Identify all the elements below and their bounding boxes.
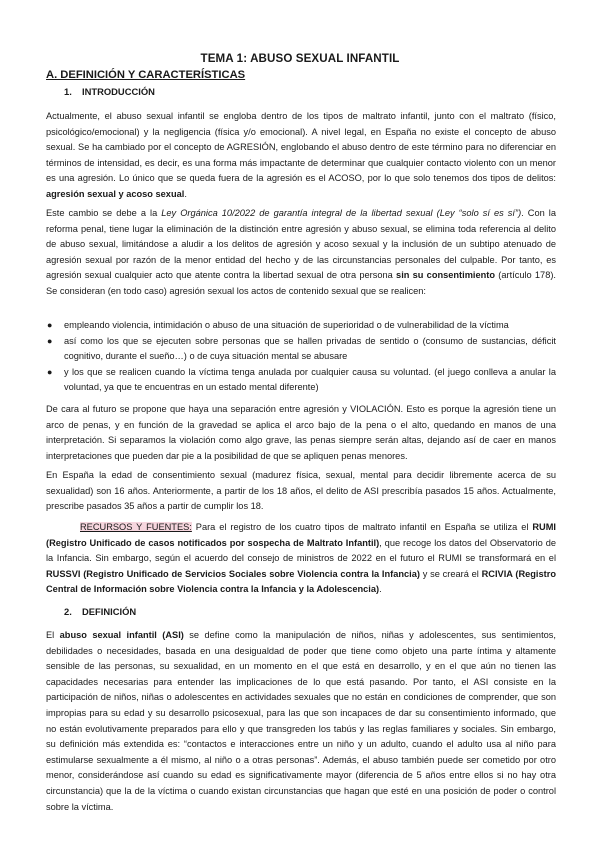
text-run: (artículo 178). Se consideran (en todo caso) agresión sexual los actos de contenido sexual que se realicen:: [46, 270, 556, 296]
bullet-icon: ●: [47, 335, 53, 346]
text-run: .: [184, 188, 187, 199]
subsection-label: DEFINICIÓN: [82, 606, 137, 617]
bullet-icon: ●: [47, 366, 53, 377]
text-run: Actualmente, el abuso sexual infantil se engloba dentro de los tipos de maltrato infantil, junto con el maltrato (físico, psicológico/emocional) y la negligencia (física y/o emocional). A nivel legal, en España no existe el concepto de abuso sexual. Se ha cambiado por el concepto de AGRESIÓN, englobando el abuso dentro de este término para no diferenciar en términos de intensidad, es decir, es una forma más impactante de determinar que cualquier contacto violento con un menor es una agresión. Lo único que se queda fuera de la agresión es el ACOSO, por lo que solo tenemos dos tipos de delitos:: [46, 111, 556, 184]
list-item: [46, 365, 556, 396]
subsection-number: 1.: [64, 86, 72, 97]
text-run: El: [46, 630, 60, 640]
list-item: [46, 334, 556, 365]
bold-text: sin su consentimiento: [396, 270, 496, 281]
bullet-icon: ●: [47, 320, 53, 330]
bold-text: abuso sexual infantil (ASI): [59, 630, 184, 640]
subsection-definicion: [64, 606, 136, 617]
text-run: . Con la reforma penal, tiene lugar la eliminación de la distinción entre agresión y abuso sexual, se elimina toda referencia al delito de abuso sexual, limitándose a aludir a los delitos de agresión y acoso sexual y la inclusión de un subtipo atenuado de agresión sexual por razón de la menor entidad del hecho y de las circunstancias personales del culpable. Por tanto, es agresión sexual cualquier acto que atente contra la libertad sexual de otra persona: [46, 208, 556, 281]
bold-text: agresión sexual y acoso sexual: [46, 188, 185, 199]
bold-text: RUMI (Registro Unificado de casos notificados por sospecha de Maltrato Infantil): [46, 522, 556, 548]
text-run: .: [379, 584, 382, 595]
paragraph-violacion: De cara al futuro se propone que haya una separación entre agresión y VIOLACIÓN. Esto es porque la agresión tiene un arco de penas, y en función de la gravedad se aplica el arco bajo de la pena o el alto, quedando en manos de una interpretación. Si separamos la violación como algo grave, las penas siempre serán altas, dejando así de caer en manos interpretaciones que pueden dar pie a la posibilidad de que se apliquen penas menores.: [46, 404, 556, 461]
bold-text: RUSSVI (Registro Unificado de Servicios Sociales sobre Violencia contra la Infancia): [46, 568, 420, 579]
text-run: , que recoge los datos del Observatorio de la Infancia. Sin embargo, según el acuerdo del consejo de ministros de 2022 en el futuro el RUMI se transformará en el: [46, 537, 556, 564]
list-item: [46, 318, 556, 334]
law-reference: Ley Orgánica 10/2022 de garantía integral de la libertad sexual (Ley “solo sí es sí”): [161, 208, 522, 218]
paragraph-definicion: [46, 628, 556, 815]
subsection-introduccion: [64, 86, 155, 97]
text-run: y se creará el: [419, 568, 482, 579]
subsection-label: INTRODUCCIÓN: [82, 86, 155, 97]
list-item-text: así como los que se ejecuten sobre personas que se hallen privadas de sentido o (consumo de sustancias, déficit cognitivo, durante el sueño…) o de cuya situación mental se abusare: [64, 335, 556, 362]
text-run: Para el registro de los cuatro tipos de maltrato infantil en España se utiliza el: [191, 522, 533, 532]
paragraph-introduccion-2: [46, 206, 556, 300]
resources-label: RECURSOS Y FUENTES:: [80, 522, 192, 532]
paragraph-recursos: [46, 520, 556, 598]
text-run: Este cambio se debe a la: [46, 208, 162, 218]
bullet-list: [46, 318, 556, 396]
subsection-number: 2.: [64, 606, 72, 617]
document-title: TEMA 1: ABUSO SEXUAL INFANTIL: [200, 52, 400, 65]
paragraph-edad-consentimiento: En España la edad de consentimiento sexual (madurez física, sexual, mental para decidir libremente acerca de su sexualidad) son 16 años. Anteriormente, a partir de los 18 años, el delito de ASI prescribía pasados 15 años. Actualmente, prescribe pasados 35 años a partir de cumplir los 18.: [46, 470, 556, 512]
text-run: se define como la manipulación de niños, niñas y adolescentes, sus sentimientos, debilidades o necesidades, basada en una desigualdad de poder que tiene como objeto una parte íntima y altamente sensible de las personas, su sexualidad, en un momento en el que está en desarrollo, y en el que aún no tienen las capacidades necesarias para entender las implicaciones de lo que está pasando. Por tanto, el ASI consiste en la participación de niños, niñas o adolescentes en actividades sexuales que no están en condiciones de comprender, que son impropias para su edad y su desarrollo psicosexual, para las que son incapaces de dar su consentimiento informado, que no están evolutivamente preparados para ello y que transgreden los tabús y las reglas familiares y sociales. Sin embargo, su definición más extendida es: “contactos e interacciones entre un niño y un adulto, cuando el adulto usa al niño para estimularse sexualmente a él mismo, al niño o a otras personas”. Además, el abuso también puede ser cometido por otro menor, considerándose así cuando su edad es significativamente mayor (diferencia de 5 años entre ellos si no hay otra circunstancia) que la de la víctima o cuando existan circunstancias que hagan que esté en una posición de poder o control sobre la víctima.: [46, 630, 556, 812]
section-a-heading: A. DEFINICIÓN Y CARACTERÍSTICAS: [46, 69, 246, 81]
list-item-text: y los que se realicen cuando la víctima tenga anulada por cualquier causa su voluntad. (el juego conlleva a anular la voluntad, ya que te encuentras en un estado mental diferente): [64, 366, 556, 393]
list-item-text: empleando violencia, intimidación o abuso de una situación de superioridad o de vulnerabilidad de la víctima: [64, 320, 509, 330]
bold-text: RCIVIA (Registro Central de Información sobre Violencia contra la Infancia y la Adolescencia): [46, 568, 556, 595]
paragraph-introduccion-1: [46, 109, 556, 203]
